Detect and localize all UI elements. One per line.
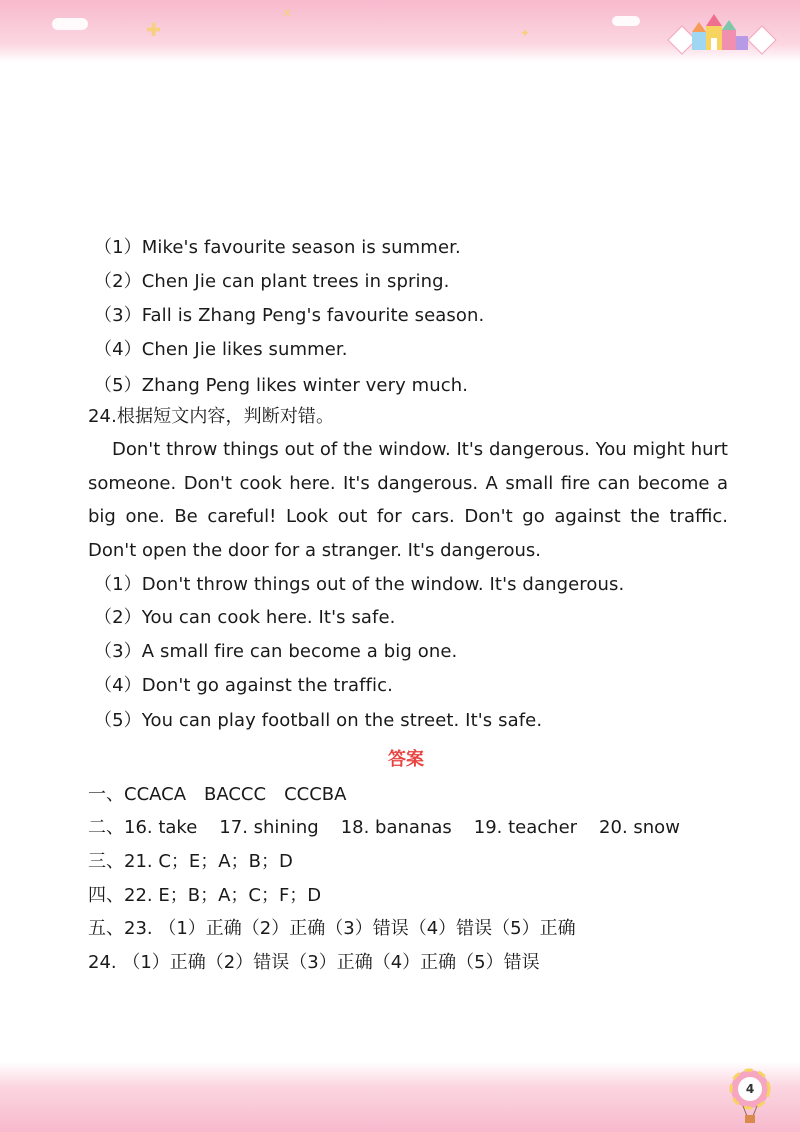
answer-group: 16. take xyxy=(124,817,198,838)
q24-item-1: （1）Don't throw things out of the window. It's dangerous. xyxy=(94,574,625,595)
answer-row-5: 五、23. （1）正确（2）正确（3）错误（4）错误（5）正确 xyxy=(88,918,576,939)
footer-decoration xyxy=(0,1062,800,1132)
answer-row-6: 24. （1）正确（2）错误（3）正确（4）正确（5）错误 xyxy=(88,952,540,973)
answer-prefix: 二、 xyxy=(88,817,124,838)
answers-title: 答案 xyxy=(388,749,424,770)
q24-passage: Don't throw things out of the window. It's dangerous. You might hurt someone. Don't cook here. It's dangerous. A small fire can become a big one. Be careful! Look out for cars. Don't go against the traffic. Don't open the door for a stranger. It's dangerous. xyxy=(88,439,728,562)
q23-item-1: （1）Mike's favourite season is summer. xyxy=(94,237,461,258)
answer-group: BACCC xyxy=(204,784,267,805)
answer-group: 20. snow xyxy=(599,817,680,838)
q23-item-4: （4）Chen Jie likes summer. xyxy=(94,339,348,360)
star-icon: ✕ xyxy=(282,6,293,20)
cloud-icon xyxy=(612,16,640,26)
star-icon: ✦ xyxy=(520,26,531,40)
castle-logo-icon xyxy=(664,10,782,58)
answer-row-1 xyxy=(88,783,346,807)
page-number: 4 xyxy=(745,1082,755,1096)
answer-group: 19. teacher xyxy=(473,817,578,838)
q24-title: 24.根据短文内容，判断对错。 xyxy=(88,406,335,427)
q23-item-2: （2）Chen Jie can plant trees in spring. xyxy=(94,271,450,292)
cloud-icon xyxy=(52,18,88,30)
star-icon: ✚ xyxy=(146,20,162,41)
answer-row-4: 四、22. E；B；A；C；F；D xyxy=(88,885,322,906)
answer-prefix: 一、 xyxy=(88,784,124,805)
answer-group: 17. shining xyxy=(219,817,319,838)
answer-group: CCACA xyxy=(124,784,187,805)
q23-item-5: （5）Zhang Peng likes winter very much. xyxy=(94,375,469,396)
header-decoration xyxy=(0,0,800,62)
q24-item-5: （5）You can play football on the street. It's safe. xyxy=(94,710,543,731)
answer-group: CCCBA xyxy=(284,784,347,805)
q24-item-4: （4）Don't go against the traffic. xyxy=(94,675,393,696)
answer-group: 18. bananas xyxy=(340,817,452,838)
q24-item-2: （2）You can cook here. It's safe. xyxy=(94,607,396,628)
answer-row-3: 三、21. C；E；A；B；D xyxy=(88,851,293,872)
q23-item-3: （3）Fall is Zhang Peng's favourite season. xyxy=(94,305,485,326)
answer-row-2 xyxy=(88,816,680,840)
q24-item-3: （3）A small fire can become a big one. xyxy=(94,641,458,662)
